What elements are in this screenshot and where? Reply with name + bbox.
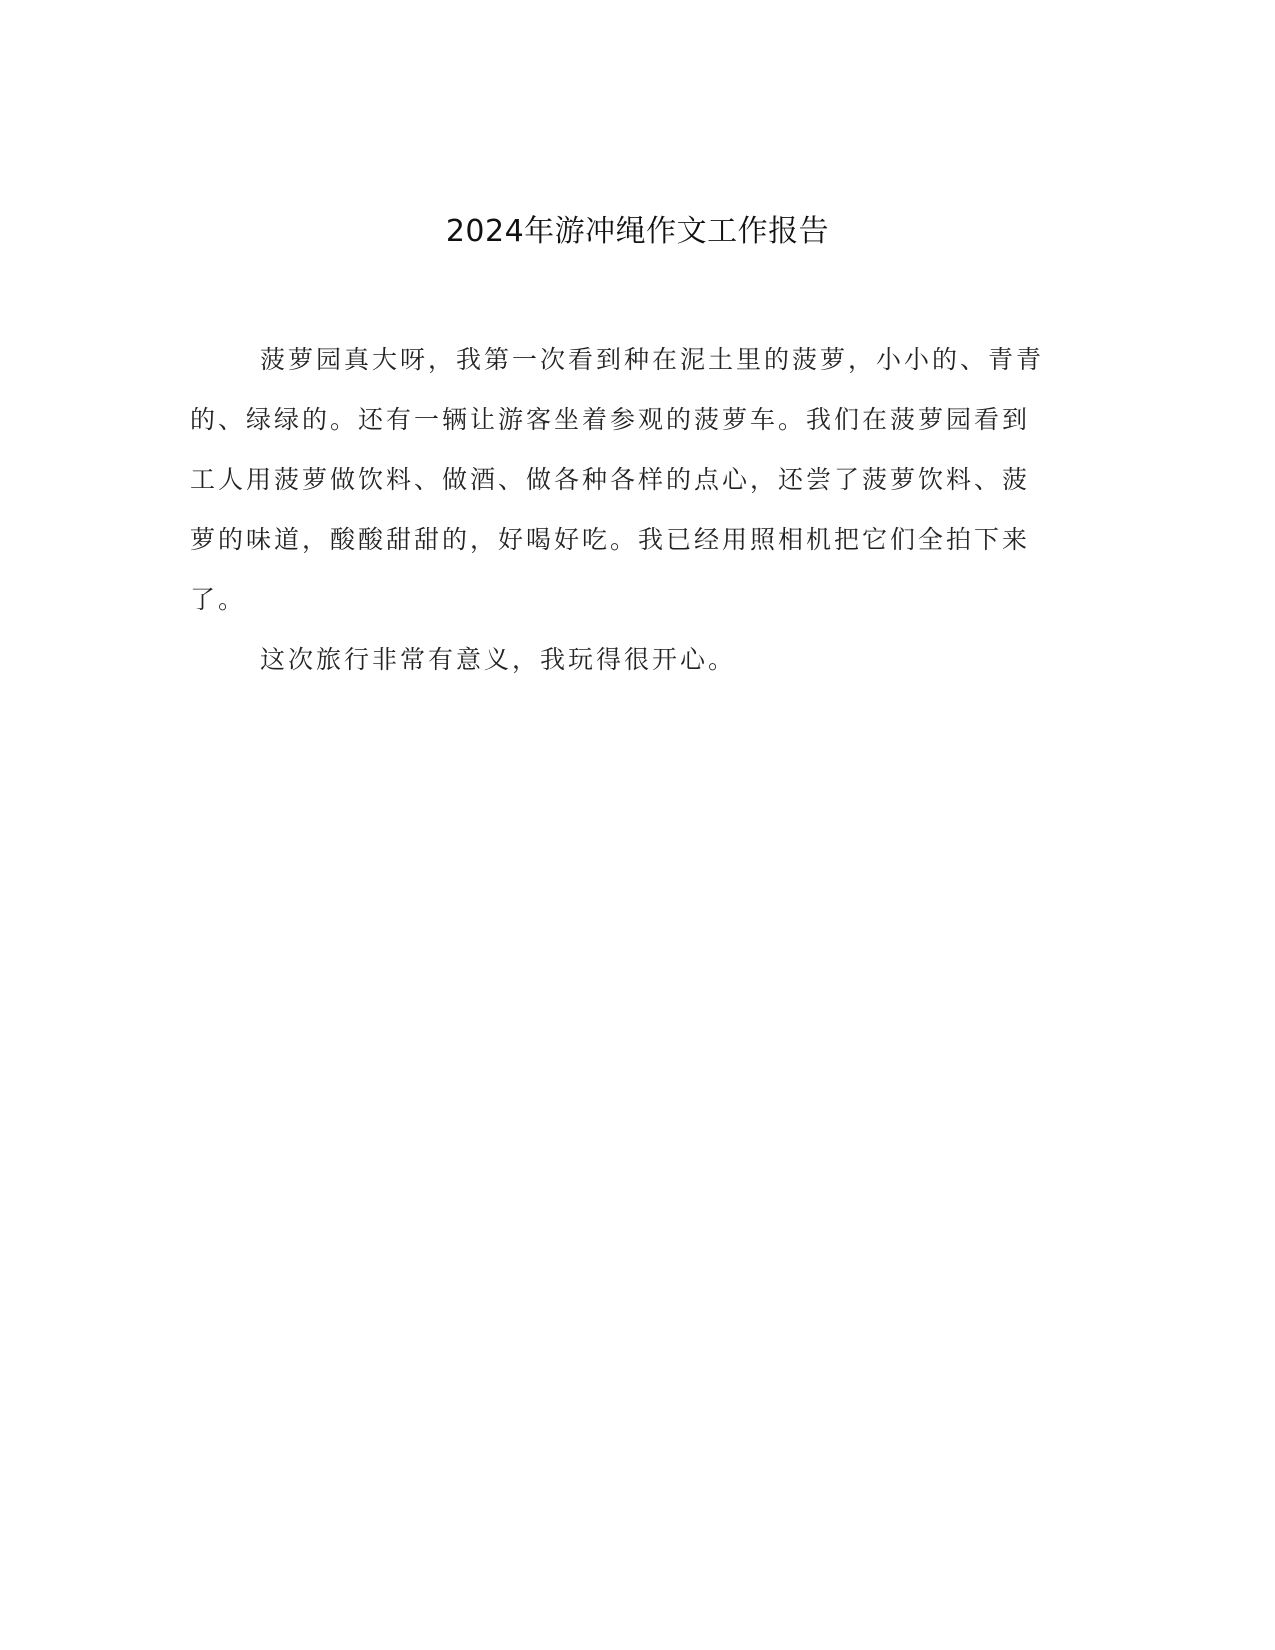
paragraph-line: 了。: [190, 585, 247, 614]
paragraph-line: 菠萝园真大呀，我第一次看到种在泥土里的菠萝，小小的、青青: [260, 345, 1045, 374]
paragraph-line: 工人用菠萝做饮料、做酒、做各种各样的点心，还尝了菠萝饮料、菠: [190, 465, 1031, 494]
paragraph-2: [190, 630, 1080, 690]
paragraph-line: 这次旅行非常有意义，我玩得很开心。: [260, 645, 737, 674]
document-body: [190, 330, 1080, 690]
paragraph-line: 萝的味道，酸酸甜甜的，好喝好吃。我已经用照相机把它们全拍下来: [190, 525, 1031, 554]
paragraph-1: [190, 330, 1080, 630]
document-title: 2024年游冲绳作文工作报告: [445, 214, 830, 249]
paragraph-line: 的、绿绿的。还有一辆让游客坐着参观的菠萝车。我们在菠萝园看到: [190, 405, 1031, 434]
